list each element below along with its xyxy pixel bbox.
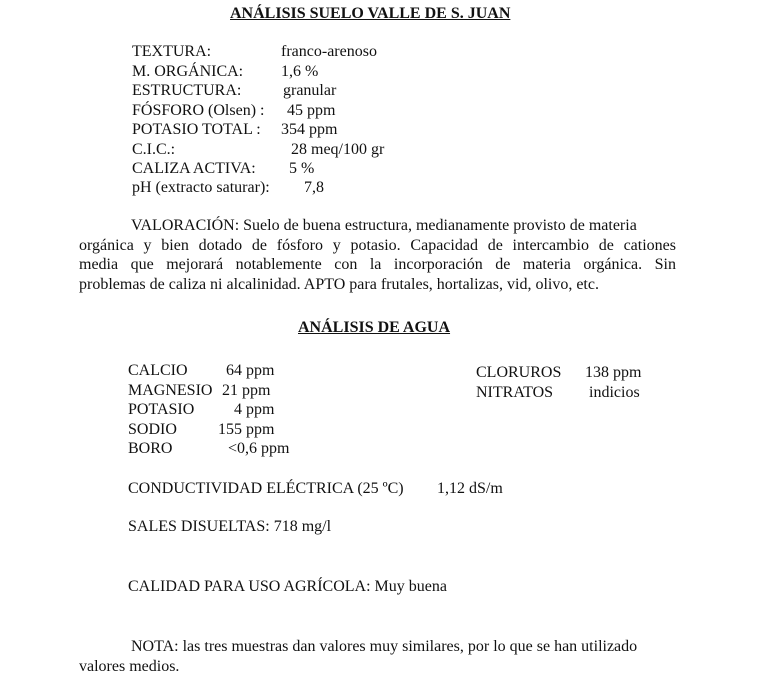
water-label-cloruros: CLORUROS: [476, 364, 562, 381]
soil-analysis-title: ANÁLISIS SUELO VALLE DE S. JUAN: [230, 5, 511, 22]
sales-disueltas: SALES DISUELTAS: 718 mg/l: [128, 518, 332, 535]
water-value-sodio: 155 ppm: [218, 421, 275, 438]
water-label-boro: BORO: [128, 440, 173, 457]
water-value-boro: <0,6 ppm: [228, 440, 290, 457]
nota-line: NOTA: las tres muestras dan valores muy similares, por lo que se han utilizado: [131, 638, 638, 655]
water-value-cloruros: 138 ppm: [585, 364, 642, 381]
water-value-calcio: 64 ppm: [226, 362, 275, 379]
soil-value-cic: 28 meq/100 gr: [291, 141, 385, 158]
water-value-nitratos: indicios: [589, 384, 640, 401]
water-value-magnesio: 21 ppm: [222, 382, 271, 399]
conductividad-value: 1,12 dS/m: [437, 480, 503, 497]
water-label-sodio: SODIO: [128, 421, 177, 438]
soil-label-ph: pH (extracto saturar):: [132, 179, 270, 196]
valoracion-line: orgánica y bien dotado de fósforo y potasio. Capacidad de intercambio de cationes: [79, 236, 676, 254]
soil-value-caliza: 5 %: [289, 160, 315, 177]
soil-value-fosforo: 45 ppm: [287, 102, 336, 119]
water-value-potasio: 4 ppm: [234, 401, 275, 418]
soil-label-cic: C.I.C.:: [132, 141, 176, 158]
water-analysis-title: ANÁLISIS DE AGUA: [298, 319, 451, 336]
soil-value-materia-organica: 1,6 %: [281, 63, 319, 80]
soil-value-textura: franco-arenoso: [281, 43, 377, 60]
valoracion-line: media que mejorará notablemente con la incorporación de materia orgánica. Sin: [79, 256, 676, 273]
soil-value-potasio: 354 ppm: [281, 121, 338, 138]
calidad-agricola: CALIDAD PARA USO AGRÍCOLA: Muy buena: [128, 578, 447, 595]
soil-value-estructura: granular: [283, 82, 337, 99]
soil-label-estructura: ESTRUCTURA:: [132, 82, 242, 99]
nota-line: valores medios.: [79, 657, 180, 675]
soil-label-fosforo: FÓSFORO (Olsen) :: [132, 102, 265, 119]
conductividad-label: CONDUCTIVIDAD ELÉCTRICA (25 ºC): [128, 480, 404, 497]
valoracion-line: problemas de caliza ni alcalinidad. APTO para frutales, hortalizas, vid, olivo, etc.: [79, 275, 599, 293]
nota-paragraph: [79, 637, 676, 676]
soil-label-textura: TEXTURA:: [132, 43, 212, 60]
soil-label-materia-organica: M. ORGÁNICA:: [132, 63, 244, 80]
valoracion-line: VALORACIÓN: Suelo de buena estructura, medianamente provisto de materia: [131, 217, 637, 234]
water-label-potasio: POTASIO: [128, 401, 195, 418]
soil-value-ph: 7,8: [304, 179, 324, 196]
water-label-nitratos: NITRATOS: [476, 384, 554, 401]
soil-label-potasio: POTASIO TOTAL :: [132, 121, 261, 138]
soil-label-caliza: CALIZA ACTIVA:: [132, 160, 256, 177]
valoracion-paragraph: [79, 216, 676, 294]
water-label-calcio: CALCIO: [128, 362, 188, 379]
water-label-magnesio: MAGNESIO: [128, 382, 213, 399]
